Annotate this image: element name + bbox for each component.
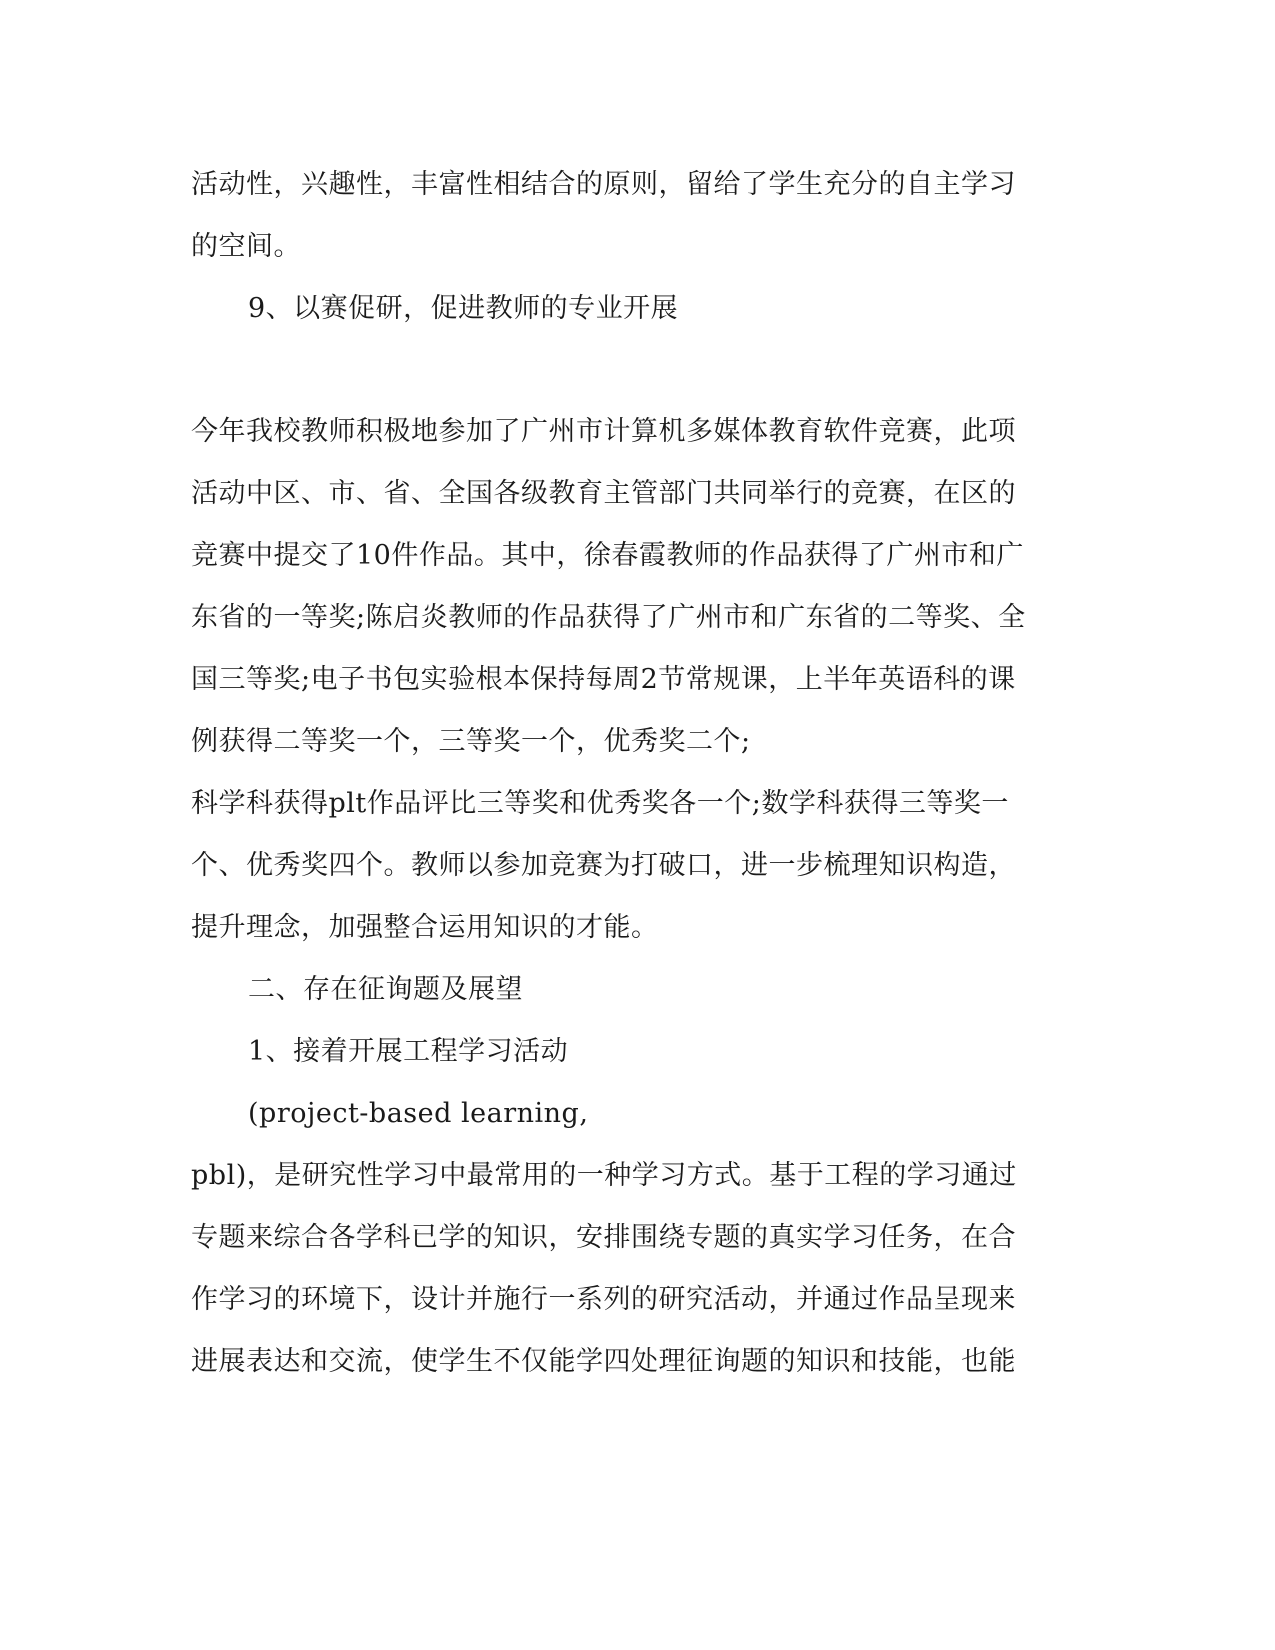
text-line-6: 竞赛中提交了10件作品。其中，徐春霞教师的作品获得了广州市和广 [191,540,1024,571]
text-line-7: 东省的一等奖;陈启炎教师的作品获得了广州市和广东省的二等奖、全 [191,602,1026,633]
text-line-11: 个、优秀奖四个。教师以参加竞赛为打破口，进一步梳理知识构造， [191,850,1016,881]
text-line-17: 专题来综合各学科已学的知识，安排围绕专题的真实学习任务，在合 [191,1222,1016,1253]
text-line-1: 活动性，兴趣性，丰富性相结合的原则，留给了学生充分的自主学习 [191,169,1016,200]
text-line-8: 国三等奖;电子书包实验根本保持每周2节常规课，上半年英语科的课 [191,664,1016,695]
subsection-heading-1: 1、接着开展工程学习活动 [248,1036,569,1067]
text-line-4: 今年我校教师积极地参加了广州市计算机多媒体教育软件竞赛，此项 [191,416,1016,447]
text-line-9: 例获得二等奖一个，三等奖一个，优秀奖二个; [191,726,751,757]
text-line-10: 科学科获得plt作品评比三等奖和优秀奖各一个;数学科获得三等奖一 [191,788,1009,819]
text-line-15: (project-based learning, [248,1098,589,1129]
section-heading-2: 二、存在征询题及展望 [248,974,523,1005]
section-heading-9: 9、以赛促研，促进教师的专业开展 [248,293,679,324]
text-line-12: 提升理念，加强整合运用知识的才能。 [191,912,659,943]
text-line-5: 活动中区、市、省、全国各级教育主管部门共同举行的竞赛，在区的 [191,478,1016,509]
text-line-16: pbl)，是研究性学习中最常用的一种学习方式。基于工程的学习通过 [191,1160,1017,1191]
text-line-18: 作学习的环境下，设计并施行一系列的研究活动，并通过作品呈现来 [191,1284,1016,1315]
text-line-2: 的空间。 [191,231,301,262]
text-line-19: 进展表达和交流，使学生不仅能学四处理征询题的知识和技能，也能 [191,1346,1016,1377]
